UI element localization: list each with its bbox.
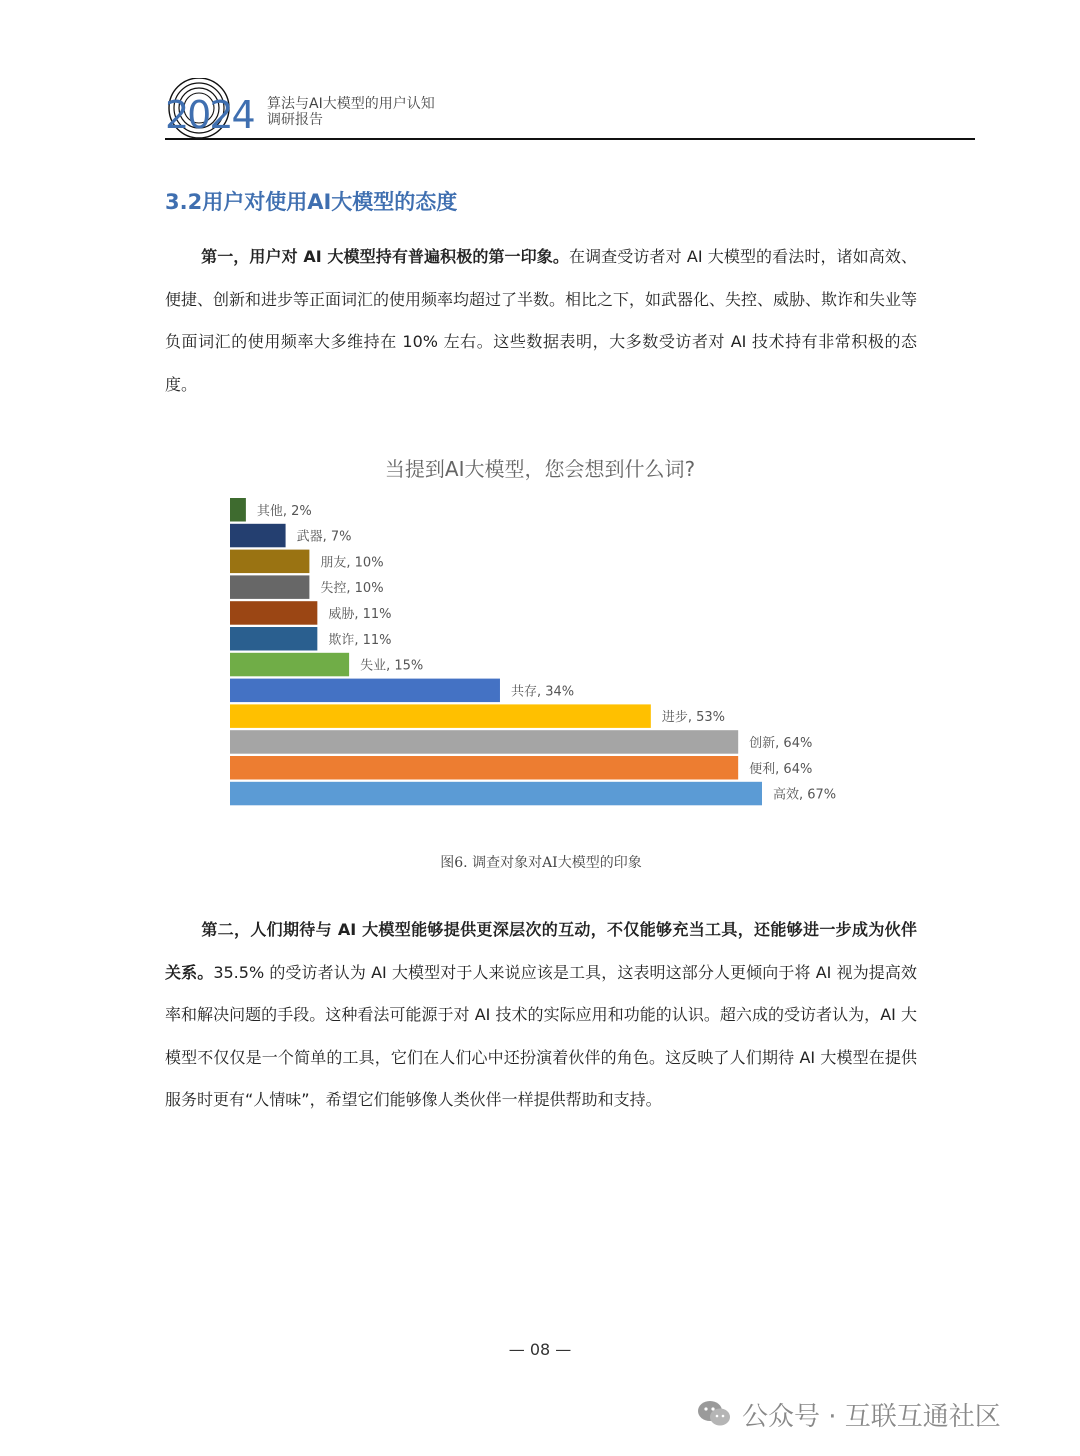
bar-label-创新: 创新, 64%: [749, 735, 813, 751]
bar-label-朋友: 朋友, 10%: [320, 555, 384, 571]
paragraph-1-lead: 第一，用户对 AI 大模型持有普遍积极的第一印象。: [201, 247, 569, 266]
header-year: 2024: [165, 93, 254, 137]
figure-caption: 图6. 调查对象对AI大模型的印象: [440, 855, 642, 871]
bar-label-高效: 高效, 67%: [773, 787, 837, 803]
bar-武器: [230, 524, 286, 548]
page-header: [165, 78, 975, 142]
bar-高效: [230, 782, 762, 806]
bar-失控: [230, 575, 309, 599]
bar-label-失控: 失控, 10%: [320, 581, 384, 597]
paragraph-1: [165, 236, 917, 406]
bar-其他: [230, 498, 246, 522]
bar-label-便利: 便利, 64%: [749, 761, 813, 777]
bar-朋友: [230, 550, 309, 574]
header-title-line1: 算法与AI大模型的用户认知: [267, 96, 435, 112]
watermark: [696, 1394, 1001, 1434]
header-title: [267, 96, 435, 128]
word-association-chart: [200, 445, 900, 825]
paragraph-2-body: 35.5% 的受访者认为 AI 大模型对于人来说应该是工具，这表明这部分人更倾向于将 AI 视为提高效率和解决问题的手段。这种看法可能源于对 AI 技术的实际应用和功能的认识。超六成的受访者认为，AI 大模型不仅仅是一个简单的工具，它们在人们心中还扮演着伙伴的角色。这反映了人们期待 AI 大模型在提供服务时更有“人情味”，希望它们能够像人类伙伴一样提供帮助和支持。: [165, 962, 917, 1109]
bar-创新: [230, 730, 738, 754]
paragraph-2: [165, 909, 917, 1122]
paragraph-2-lead: 第二，人们期待与 AI 大模型能够提供更深层次的互动，不仅能够充当工具，还能够进一步成为伙伴关系。: [165, 920, 917, 982]
header-rule: [165, 138, 975, 140]
bar-label-欺诈: 欺诈, 11%: [328, 632, 392, 648]
header-title-line2: 调研报告: [267, 112, 323, 128]
bar-label-进步: 进步, 53%: [661, 710, 726, 726]
bar-label-失业: 失业, 15%: [360, 658, 424, 674]
section-title: 3.2用户对使用AI大模型的态度: [165, 190, 458, 214]
paragraph-1-body: 在调查受访者对 AI 大模型的看法时，诸如高效、便捷、创新和进步等正面词汇的使用频率均超过了半数。相比之下，如武器化、失控、威胁、欺诈和失业等负面词汇的使用频率大多维持在 10% 左右。这些数据表明，大多数受访者对 AI 技术持有非常积极的态度。: [165, 247, 918, 394]
watermark-text: 公众号 · 互联互通社区: [742, 1401, 1001, 1432]
bar-威胁: [230, 601, 317, 625]
bar-进步: [230, 704, 651, 728]
wechat-icon: [696, 1399, 732, 1429]
chart-plot: [200, 445, 900, 825]
chart-title: 当提到AI大模型，您会想到什么词?: [384, 457, 696, 481]
bar-共存: [230, 679, 500, 703]
bar-欺诈: [230, 627, 317, 651]
bar-失业: [230, 653, 349, 677]
page-number: — 08 —: [508, 1340, 572, 1359]
bar-label-武器: 武器, 7%: [296, 529, 352, 545]
bar-便利: [230, 756, 738, 780]
bar-label-共存: 共存, 34%: [510, 684, 575, 700]
report-logo-icon: [165, 78, 275, 142]
bar-label-其他: 其他, 2%: [256, 503, 312, 519]
bar-label-威胁: 威胁, 11%: [328, 606, 392, 622]
